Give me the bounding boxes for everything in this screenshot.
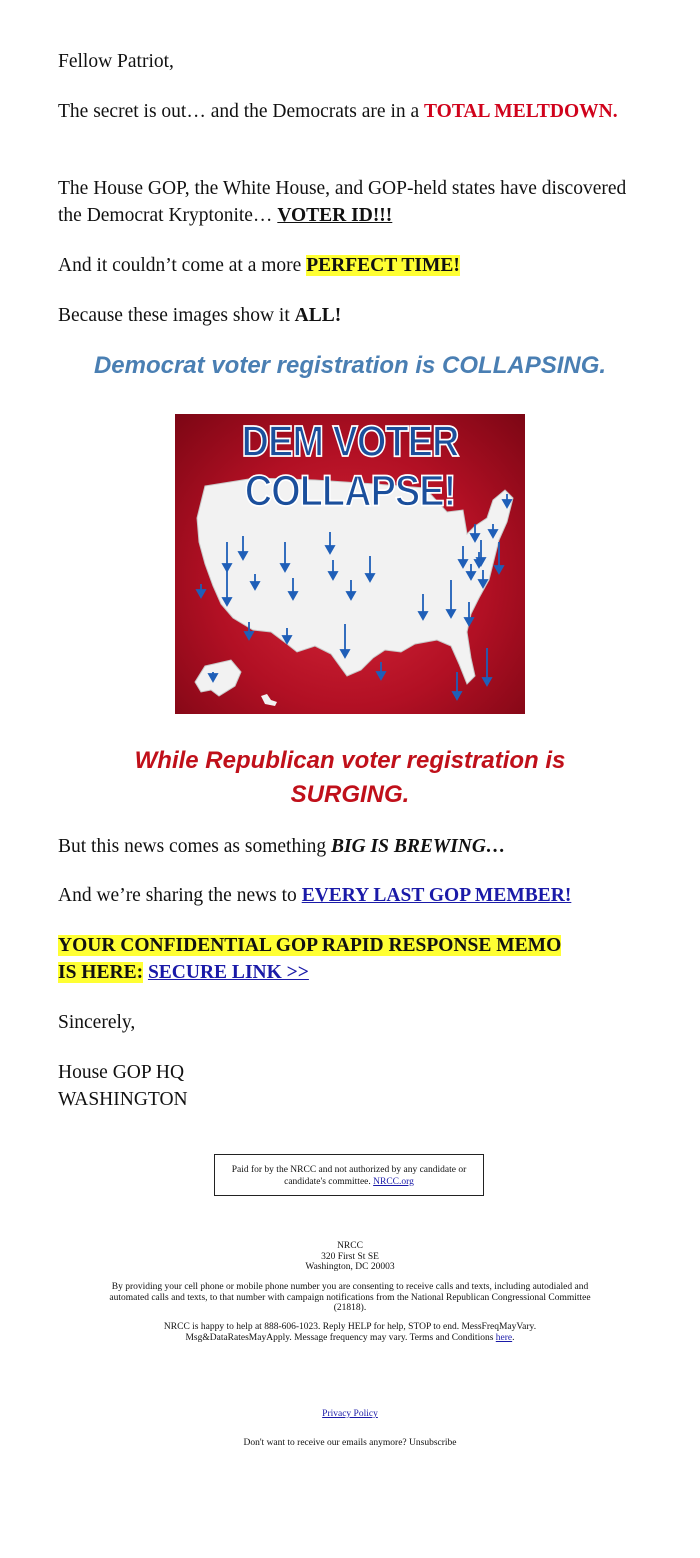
signature-line2: WASHINGTON [58,1089,188,1110]
perfect-time-highlight: PERFECT TIME! [306,255,460,276]
signature-line1: House GOP HQ [58,1062,185,1083]
paragraph-kryptonite [58,175,648,229]
footer-help: NRCC is happy to help at 888-606-1023. Reply HELP for help, STOP to end. MessFreqMayVary. Msg&DataRatesMayApply. Message frequency may vary. Terms and Conditions here. [163,1322,537,1343]
paragraph-text: The House GOP, the White House, and GOP-held states have discovered the Democrat Kryptonite… [58,178,627,226]
footer-address [95,1241,605,1273]
disclaimer-text: Paid for by the NRCC and not authorized by any candidate or candidate's committee. [231,1165,467,1187]
nrcc-org-link[interactable]: NRCC.org [373,1177,414,1187]
alaska-shape [195,660,241,696]
memo-highlight-line1: YOUR CONFIDENTIAL GOP RAPID RESPONSE MEMO [58,935,562,956]
paragraph-memo [58,932,658,986]
map-title: DEM VOTER COLLAPSE! [241,418,459,516]
paragraph-brewing [58,833,648,860]
terms-here-link[interactable]: here [495,1332,513,1343]
footer-privacy [95,1409,605,1420]
dem-voter-collapse-image[interactable] [175,414,525,714]
total-meltdown-emphasis: TOTAL MELTDOWN. [424,101,618,122]
paid-for-disclaimer [214,1154,484,1196]
privacy-policy-link[interactable]: Privacy Policy [322,1409,378,1419]
paragraph-text: The secret is out… and the Democrats are in a [58,101,425,122]
headline-collapsing: Democrat voter registration is COLLAPSING. [93,352,607,379]
paragraph-text: And we’re sharing the news to [58,885,302,906]
every-last-gop-member-link[interactable]: EVERY LAST GOP MEMBER! [301,885,572,906]
headline-surging: While Republican voter registration is SURGING. [134,747,566,808]
big-is-brewing-emphasis: BIG IS BREWING… [330,836,506,857]
paragraph-text: Because these images show it [58,305,295,326]
footer-unsubscribe[interactable]: Don't want to receive our emails anymore? Unsubscribe [243,1438,457,1448]
footer-consent: By providing your cell phone or mobile phone number you are consenting to receive calls and texts, including autodialed and automated calls and texts, to that number with campaign notifications from the National Republican Congressional Committee (21818). [109,1282,591,1313]
voter-id-emphasis: VOTER ID!!! [277,205,393,226]
greeting: Fellow Patriot, [58,51,174,72]
footer-org: NRCC [337,1241,363,1251]
paragraph-text: And it couldn’t come at a more [58,255,307,276]
paragraph-perfect-time [58,252,648,279]
footer-help-text: NRCC is happy to help at 888-606-1023. Reply HELP for help, STOP to end. MessFreqMayVary. Msg&DataRatesMayApply. Message frequency may vary. Terms and Conditions [163,1322,537,1343]
signature [58,1059,648,1113]
hawaii-shape [261,694,277,706]
paragraph-meltdown [58,98,648,125]
footer-city: Washington, DC 20003 [305,1262,395,1272]
paragraph-sharing [58,882,648,909]
memo-highlight-line2: IS HERE: [58,962,144,983]
footer-street: 320 First St SE [321,1251,379,1262]
paragraph-text: But this news comes as something [58,836,331,857]
all-emphasis: ALL! [294,305,342,326]
secure-link[interactable]: SECURE LINK >> [147,962,309,983]
closing: Sincerely, [58,1012,136,1033]
paragraph-images [58,302,648,329]
